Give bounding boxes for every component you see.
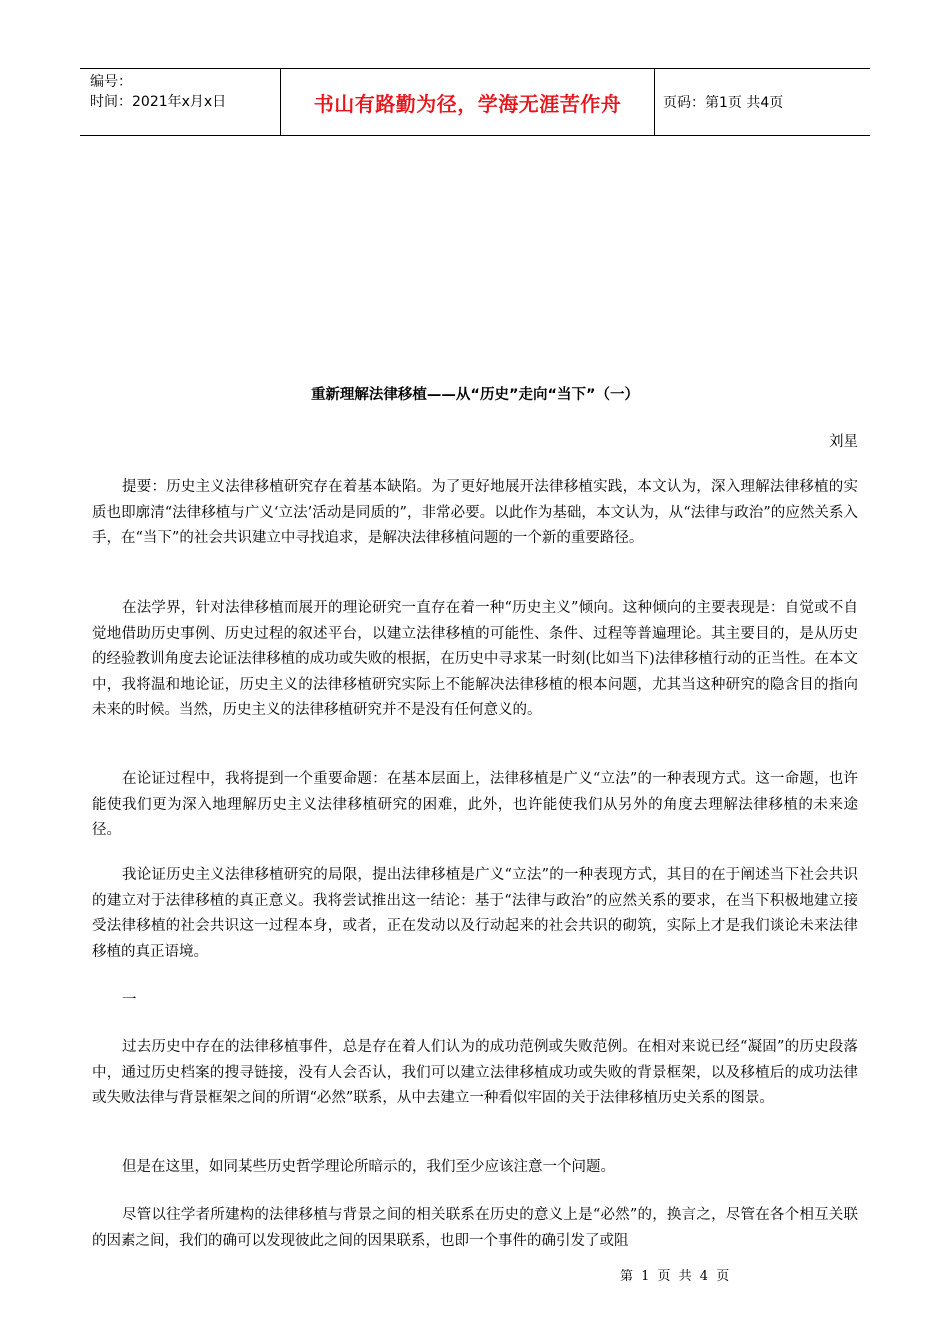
document-title: 重新理解法律移植——从“历史”走向“当下”（一）: [310, 387, 640, 403]
body-paragraph: 在法学界，针对法律移植而展开的理论研究一直存在着一种“历史主义”倾向。这种倾向的主要表现是：自觉或不自觉地借助历史事例、历史过程的叙述平台，以建立法律移植的可能性、条件、过程等普遍理论。其主要目的，是从历史的经验教训角度去论证法律移植的成功或失败的根据，在历史中寻求某一时刻(比如当下)法律移植行动的正当性。在本文中，我将温和地论证，历史主义的法律移植研究实际上不能解决法律移植的根本问题，尤其当这种研究的隐含目的指向未来的时候。当然，历史主义的法律移植研究并不是没有任何意义的。: [92, 600, 858, 718]
motto-text: 书山有路勤为径，学海无涯苦作舟: [313, 91, 622, 116]
header-motto-cell: [280, 69, 655, 135]
abstract-paragraph: 提要：历史主义法律移植研究存在着基本缺陷。为了更好地展开法律移植实践，本文认为，深入理解法律移植的实质也即廓清“法律移植与广义‘立法’活动是同质的”，非常必要。以此作为基础，本文认为，从“法律与政治”的应然关系入手，在“当下”的社会共识建立中寻找追求，是解决法律移植问题的一个新的重要路径。: [92, 479, 858, 546]
time-label: 时间：2021年x月x日: [90, 94, 227, 110]
author-name: 刘星: [829, 434, 858, 450]
body-paragraph: 我论证历史主义法律移植研究的局限，提出法律移植是广义“立法”的一种表现方式，其目的在于阐述当下社会共识的建立对于法律移植的真正意义。我将尝试推出这一结论：基于“法律与政治”的应然关系的要求，在当下积极地建立接受法律移植的社会共识这一过程本身，或者，正在发动以及行动起来的社会共识的砌筑，实际上才是我们谈论未来法律移植的真正语境。: [92, 867, 858, 960]
page-code-text: 页码：第1页 共4页: [663, 95, 784, 111]
header-page-code: [655, 69, 870, 135]
body-paragraph: 在论证过程中，我将提到一个重要命题：在基本层面上，法律移植是广义“立法”的一种表现方式。这一命题，也许能使我们更为深入地理解历史主义法律移植研究的困难，此外，也许能使我们从另外的角度去理解法律移植的未来途径。: [92, 771, 858, 838]
header-table: [80, 68, 870, 136]
body-paragraph: 尽管以往学者所建构的法律移植与背景之间的相关联系在历史的意义上是“必然”的，换言之，尽管在各个相互关联的因素之间，我们的确可以发现彼此之间的因果联系，也即一个事件的确引发了或阻: [92, 1207, 858, 1249]
header-meta: [80, 69, 280, 135]
page-footer: 第 1 页 共 4 页: [620, 1269, 730, 1284]
body-paragraph: 但是在这里，如同某些历史哲学理论所暗示的，我们至少应该注意一个问题。: [122, 1159, 615, 1175]
section-number: 一: [122, 992, 137, 1008]
number-label: 编号：: [90, 74, 132, 90]
body-paragraph: 过去历史中存在的法律移植事件，总是存在着人们认为的成功范例或失败范例。在相对来说已经“凝固”的历史段落中，通过历史档案的搜寻链接，没有人会否认，我们可以建立法律移植成功或失败的背景框架，以及移植后的成功法律或失败法律与背景框架之间的所谓“必然”联系，从中去建立一种看似牢固的关于法律移植历史关系的图景。: [92, 1039, 858, 1106]
